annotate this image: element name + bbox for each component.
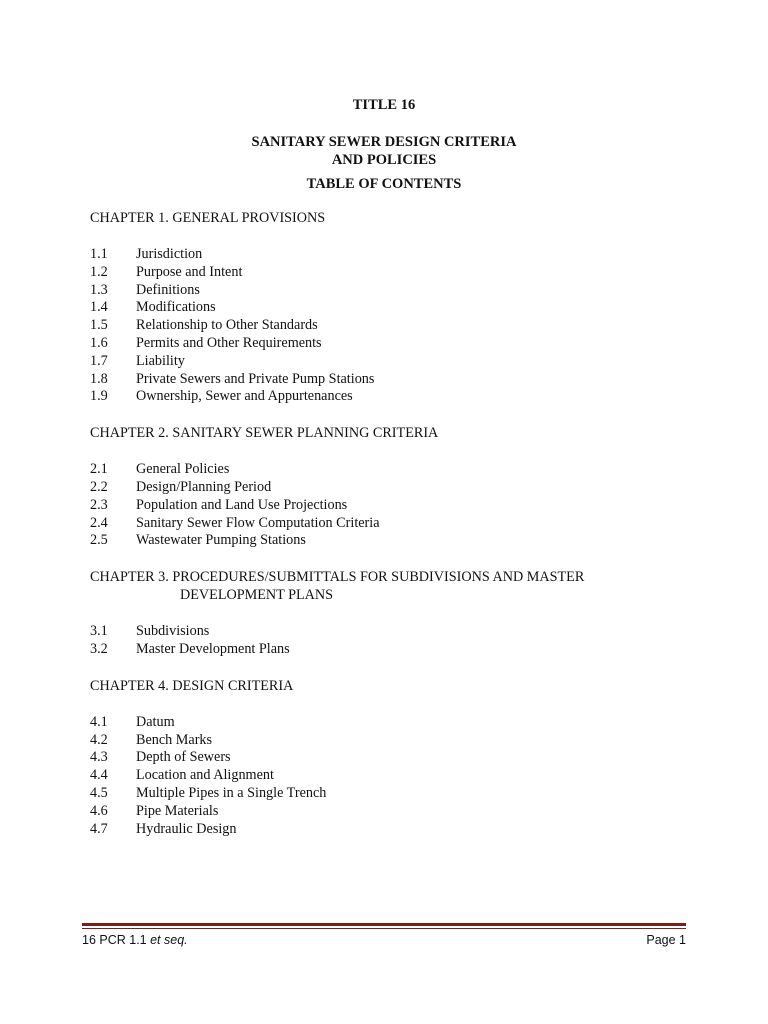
toc-item-label: Modifications (136, 299, 216, 316)
toc-item (90, 515, 690, 533)
toc-item (90, 264, 690, 282)
toc-item-label: Ownership, Sewer and Appurtenances (136, 388, 353, 405)
toc-item-number: 4.6 (90, 802, 108, 819)
toc-item-label: Depth of Sewers (136, 749, 231, 766)
toc-item (90, 767, 690, 785)
document-subtitle (0, 133, 768, 169)
toc-item (90, 461, 690, 479)
toc-item (90, 371, 690, 389)
toc-item-label: Subdivisions (136, 623, 210, 640)
toc-item-number: 4.3 (90, 749, 108, 766)
toc-item-label: Sanitary Sewer Flow Computation Criteria (136, 514, 380, 531)
chapter-item-list (90, 623, 690, 659)
toc-item (90, 353, 690, 371)
toc-item-number: 2.4 (90, 514, 108, 531)
chapter-heading (90, 568, 690, 604)
footer-rule-thin (82, 928, 686, 929)
toc-item-label: Relationship to Other Standards (136, 317, 318, 334)
toc-item-label: Multiple Pipes in a Single Trench (136, 784, 327, 801)
toc-item-label: Population and Land Use Projections (136, 496, 348, 513)
chapter-heading-text: CHAPTER 3. PROCEDURES/SUBMITTALS FOR SUBDIVISIONS AND MASTER (90, 569, 585, 586)
toc-item-number: 2.2 (90, 478, 108, 495)
chapter-heading-continuation: DEVELOPMENT PLANS (180, 587, 334, 604)
toc-item-number: 2.3 (90, 496, 108, 513)
toc-item-number: 1.1 (90, 246, 108, 262)
toc-heading: TABLE OF CONTENTS (306, 176, 462, 192)
toc-item-label: Hydraulic Design (136, 820, 237, 837)
chapter-item-list (90, 714, 690, 839)
toc-item (90, 641, 690, 659)
subtitle-line-1: SANITARY SEWER DESIGN CRITERIA (251, 134, 517, 150)
footer-citation-main: 16 PCR 1.1 (82, 933, 151, 947)
toc-item-label: Bench Marks (136, 731, 213, 748)
toc-item-label: Purpose and Intent (136, 263, 243, 280)
toc-item (90, 246, 690, 264)
toc-item-label: Private Sewers and Private Pump Stations (136, 370, 375, 387)
toc-item (90, 785, 690, 803)
subtitle-line-2: AND POLICIES (331, 152, 437, 168)
toc-item (90, 821, 690, 839)
table-of-contents (90, 209, 690, 856)
chapter-heading-text: CHAPTER 2. SANITARY SEWER PLANNING CRITERIA (90, 425, 439, 442)
toc-item (90, 623, 690, 641)
toc-item (90, 803, 690, 821)
document-title: TITLE 16 (352, 97, 416, 113)
toc-item (90, 335, 690, 353)
toc-item (90, 479, 690, 497)
toc-item (90, 749, 690, 767)
toc-item-label: Design/Planning Period (136, 478, 272, 495)
chapter-item-list (90, 461, 690, 550)
toc-item-number: 1.3 (90, 281, 108, 298)
toc-item-number: 1.7 (90, 352, 108, 369)
toc-item-label: Jurisdiction (136, 246, 203, 262)
toc-item (90, 732, 690, 750)
toc-item-number: 4.4 (90, 767, 108, 784)
toc-item-label: General Policies (136, 461, 230, 478)
chapter-heading (90, 209, 690, 227)
toc-item-label: Master Development Plans (136, 640, 290, 657)
footer-rule-thick (82, 923, 686, 926)
toc-item-number: 1.4 (90, 299, 108, 316)
toc-item (90, 497, 690, 515)
toc-item-number: 1.9 (90, 388, 108, 405)
toc-item-number: 4.7 (90, 820, 108, 837)
toc-item (90, 299, 690, 317)
toc-item-label: Wastewater Pumping Stations (136, 532, 306, 549)
chapter-heading-text: CHAPTER 4. DESIGN CRITERIA (90, 677, 294, 694)
toc-item-number: 3.2 (90, 640, 108, 657)
chapter-heading (90, 677, 690, 695)
toc-item-number: 1.5 (90, 317, 108, 334)
footer-page-number: Page 1 (646, 933, 686, 947)
chapter-item-list (90, 246, 690, 406)
toc-item-number: 2.1 (90, 461, 108, 478)
chapter-heading-text: CHAPTER 1. GENERAL PROVISIONS (90, 210, 326, 226)
footer-citation (82, 932, 188, 948)
toc-item-number: 1.6 (90, 334, 108, 351)
toc-item-label: Permits and Other Requirements (136, 334, 322, 351)
toc-item (90, 532, 690, 550)
toc-item-number: 3.1 (90, 623, 108, 640)
toc-item-number: 4.2 (90, 731, 108, 748)
footer-citation-italic: et seq. (150, 933, 188, 947)
toc-item (90, 388, 690, 406)
toc-item-label: Location and Alignment (136, 767, 274, 784)
page-footer (82, 932, 686, 948)
toc-item-number: 1.8 (90, 370, 108, 387)
chapter-heading (90, 424, 690, 442)
toc-item-number: 4.5 (90, 784, 108, 801)
toc-item-label: Definitions (136, 281, 200, 298)
toc-item-number: 1.2 (90, 263, 108, 280)
toc-item-label: Pipe Materials (136, 802, 219, 819)
toc-item-number: 4.1 (90, 713, 108, 730)
toc-item-number: 2.5 (90, 532, 108, 549)
toc-item-label: Liability (136, 352, 185, 369)
toc-item-label: Datum (136, 713, 175, 730)
toc-item (90, 714, 690, 732)
toc-item (90, 317, 690, 335)
toc-item (90, 282, 690, 300)
